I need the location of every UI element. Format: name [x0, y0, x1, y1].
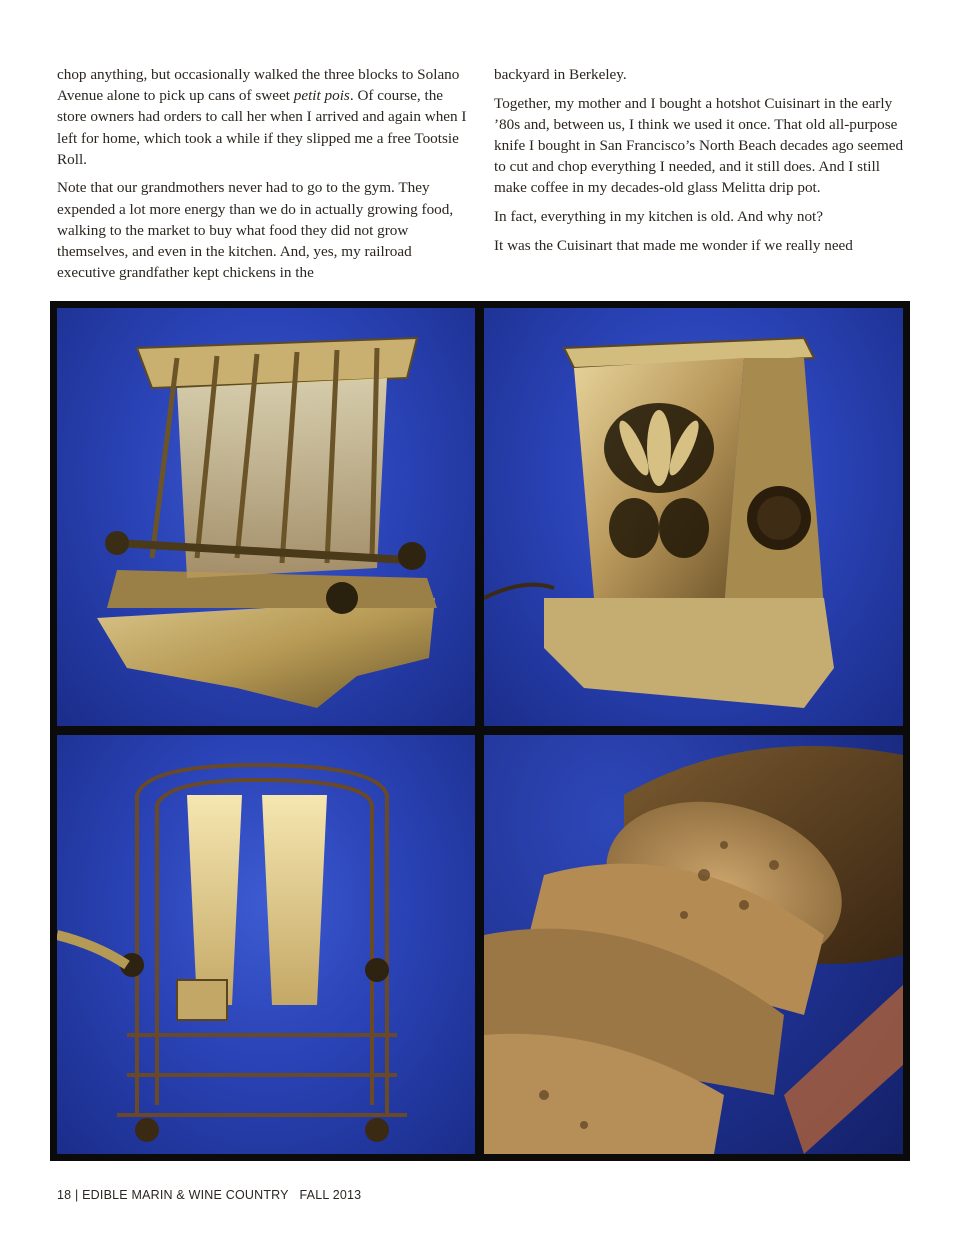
sliced-bread-image: [484, 735, 903, 1154]
publication-name: EDIBLE MARIN & WINE COUNTRY: [82, 1188, 289, 1202]
left-column-paragraph: [57, 177, 467, 283]
wire-rack-toaster-image: [57, 308, 475, 726]
text-run: backyard in Berkeley.: [494, 66, 627, 83]
toaster-photo-1: [57, 308, 475, 726]
page-footer: [57, 1188, 361, 1202]
wire-frame-toaster-image: [57, 735, 475, 1154]
ornate-toaster-image: [484, 308, 903, 726]
article-column-right: [494, 64, 906, 263]
right-column-paragraph: [494, 206, 906, 227]
text-run: Together, my mother and I bought a hotshot Cuisinart in the early ’80s and, between us, I think we used it once. That old all-purpose knife I bought in San Francisco’s North Beach decades ago seemed to cut and chop everything I needed, and it still does. And I still make coffee in my decades-old glass Melitta drip pot.: [494, 94, 904, 197]
page-number: 18: [57, 1188, 72, 1202]
italic-phrase: petit pois: [293, 87, 350, 105]
text-run: Note that our grandmothers never had to go to the gym. They expended a lot more energy than we do in actually growing food, walking to the market to buy what food they did not grow themselves, and even in the kitchen. And, yes, my railroad executive grandfather kept chickens in the: [57, 179, 454, 282]
article-column-left: [57, 64, 467, 291]
right-column-paragraph: [494, 64, 906, 85]
right-column-paragraph: [494, 93, 906, 199]
toaster-photo-3: [57, 735, 475, 1154]
text-run: It was the Cuisinart that made me wonder if we really need: [494, 236, 853, 254]
issue-date: FALL 2013: [299, 1188, 362, 1202]
text-run: In fact, everything in my kitchen is old. And why not?: [494, 208, 823, 225]
left-column-paragraph: [57, 64, 467, 170]
toaster-photo-2: [484, 308, 903, 726]
bread-photo: [484, 735, 903, 1154]
text-run: . Of course, the store owners had orders to call her when I arrived and again when I left for home, which took a while if they slipped me a free Tootsie Roll.: [57, 87, 467, 168]
footer-separator: |: [75, 1188, 79, 1202]
right-column-paragraph: [494, 235, 906, 256]
photo-grid: [50, 301, 910, 1161]
text-run: chop anything, but occasionally walked the three blocks to Solano Avenue alone to pick up cans of sweet: [57, 66, 460, 105]
